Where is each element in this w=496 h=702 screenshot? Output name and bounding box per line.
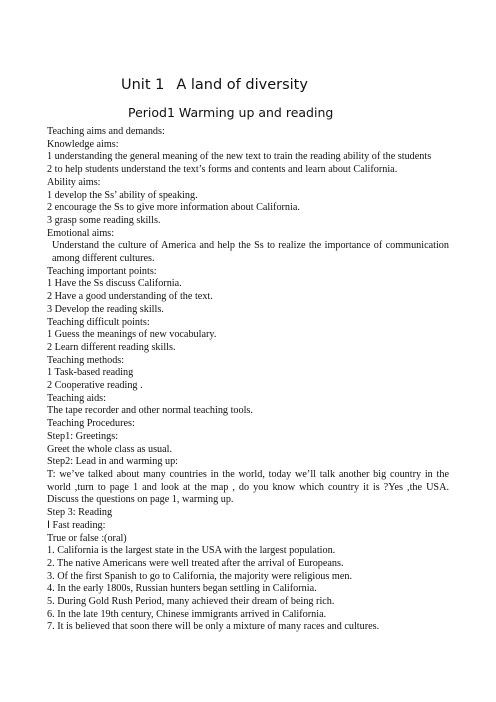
list-item: 5. During Gold Rush Period, many achieved their dream of being rich. <box>47 596 335 608</box>
list-item: 2 Have a good understanding of the text. <box>47 291 213 303</box>
section-heading: Teaching Procedures: <box>47 418 135 430</box>
text-line: Greet the whole class as usual. <box>47 443 173 455</box>
list-item: 2 Learn different reading skills. <box>47 341 176 353</box>
unit-title <box>121 77 308 93</box>
text-line: The tape recorder and other normal teaching tools. <box>47 405 253 417</box>
section-heading: Teaching aids: <box>47 392 106 404</box>
period-title: Period1 Warming up and reading <box>128 105 334 120</box>
section-heading: Teaching methods: <box>47 354 125 366</box>
unit-name: A land of diversity <box>176 77 308 93</box>
list-item: 1 develop the Ss’ ability of speaking. <box>47 189 198 201</box>
list-item: 2 to help students understand the text’s forms and contents and learn about California. <box>47 164 398 176</box>
list-item: 2 encourage the Ss to give more information about California. <box>47 202 300 214</box>
step-heading: Step 3: Reading <box>47 507 113 519</box>
subsection-heading: Ability aims: <box>47 176 101 188</box>
list-item: 3 Develop the reading skills. <box>47 303 164 315</box>
paragraph: T: we’ve talked about many countries in the world, today we’ll talk another big country in the world ,turn to page 1 and look at the map , do you know which country it is ?Yes ,the USA. Discuss the questions on page 1, warming up. <box>47 468 449 506</box>
list-item: 4. In the early 1800s, Russian hunters began settling in California. <box>47 583 317 595</box>
section-heading: Teaching aims and demands: <box>47 126 165 137</box>
list-item: 1 understanding the general meaning of the new text to train the reading ability of the students <box>47 151 432 163</box>
list-item: 1 Task-based reading <box>47 367 134 379</box>
step-heading: Step1: Greetings: <box>47 430 119 442</box>
subsection-heading: Emotional aims: <box>47 227 115 239</box>
list-item: 3. Of the first Spanish to go to California, the majority were religious men. <box>47 570 352 582</box>
list-item: 2 Cooperative reading . <box>47 380 143 392</box>
list-item: 1 Have the Ss discuss California. <box>47 278 182 290</box>
section-heading: Teaching important points: <box>47 265 157 277</box>
text-line: True or false :(oral) <box>47 532 127 544</box>
list-item: 2. The native Americans were well treated after the arrival of Europeans. <box>47 557 344 569</box>
list-item: 7. It is believed that soon there will be only a mixture of many races and cultures. <box>47 621 380 633</box>
lesson-plan-body <box>47 126 449 634</box>
list-item: 6. In the late 19th century, Chinese immigrants arrived in California. <box>47 608 327 620</box>
paragraph: Understand the culture of America and help the Ss to realize the importance of communication among different cultures. <box>52 240 449 265</box>
list-item: 3 grasp some reading skills. <box>47 214 161 226</box>
subsection-heading: Knowledge aims: <box>47 138 119 150</box>
section-heading: Teaching difficult points: <box>47 316 150 328</box>
list-item: 1. California is the largest state in the USA with the largest population. <box>47 545 336 557</box>
unit-number: Unit 1 <box>121 77 165 93</box>
step-heading: Step2: Lead in and warming up: <box>47 456 178 468</box>
list-item: 1 Guess the meanings of new vocabulary. <box>47 329 217 341</box>
subsection-heading: Ⅰ Fast reading: <box>47 519 106 531</box>
